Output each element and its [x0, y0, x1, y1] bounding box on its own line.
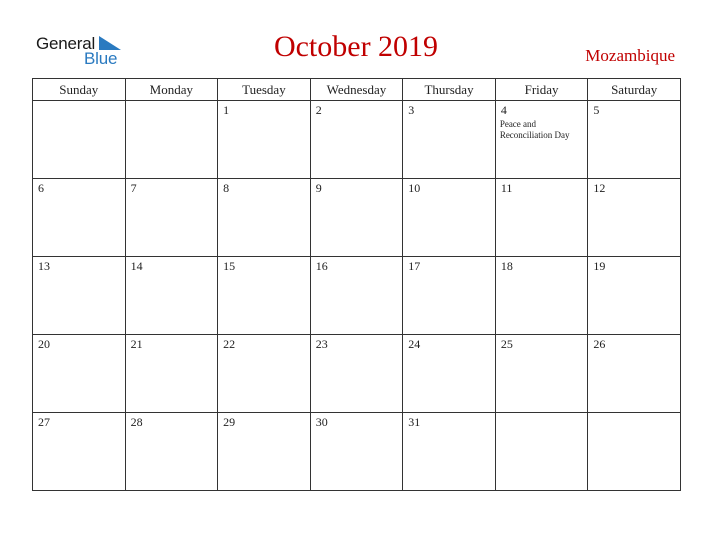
day-number: 6: [38, 181, 44, 195]
day-cell: [125, 101, 218, 179]
day-number: 24: [408, 337, 421, 351]
day-cell: [33, 101, 126, 179]
day-number: 22: [223, 337, 236, 351]
day-cell: [125, 335, 218, 413]
week-row: [33, 335, 681, 413]
day-number: 28: [130, 415, 143, 429]
day-cell: [33, 257, 126, 335]
day-cell: [33, 179, 126, 257]
day-cell: [403, 413, 496, 491]
weekday-tuesday: Tuesday: [218, 79, 311, 101]
holiday-label: Peace and Reconciliation Day: [499, 119, 570, 140]
day-number: 27: [38, 415, 50, 429]
day-number: 14: [130, 259, 143, 273]
day-number: 10: [408, 181, 421, 195]
day-cell: [310, 335, 403, 413]
day-cell: [588, 179, 681, 257]
day-number: 29: [223, 415, 236, 429]
day-cell: [218, 101, 311, 179]
day-cell: [125, 413, 218, 491]
day-number: 16: [315, 259, 328, 273]
day-number: 9: [315, 181, 322, 195]
day-cell: [588, 257, 681, 335]
day-number: 13: [38, 259, 50, 273]
day-number: 12: [593, 181, 606, 195]
weekday-thursday: Thursday: [403, 79, 496, 101]
day-number: 7: [130, 181, 137, 195]
week-row: [33, 179, 681, 257]
day-cell: [33, 413, 126, 491]
country-name: Mozambique: [585, 46, 675, 65]
day-number: 21: [130, 337, 143, 351]
day-number: 4: [500, 103, 507, 117]
weekday-sunday: Sunday: [33, 79, 126, 101]
weekday-wednesday: Wednesday: [310, 79, 403, 101]
day-number: 20: [38, 337, 50, 351]
day-cell: [218, 413, 311, 491]
day-cell: [588, 335, 681, 413]
day-number: [588, 413, 680, 415]
day-cell: [495, 335, 588, 413]
day-cell: [310, 413, 403, 491]
logo-text-general: General: [36, 34, 96, 53]
day-number: 23: [315, 337, 328, 351]
logo-text-blue: Blue: [84, 49, 118, 68]
day-number: 19: [593, 259, 606, 273]
weekday-friday: Friday: [495, 79, 588, 101]
day-cell: [588, 413, 681, 491]
day-cell: [310, 257, 403, 335]
day-number: 18: [500, 259, 513, 273]
day-number: 11: [500, 181, 513, 195]
day-cell: [218, 335, 311, 413]
day-cell: [125, 179, 218, 257]
day-number: [33, 101, 125, 103]
day-cell: [495, 101, 588, 179]
weekday-saturday: Saturday: [588, 79, 681, 101]
day-number: 17: [408, 259, 421, 273]
day-number: 25: [500, 337, 513, 351]
week-row: [33, 101, 681, 179]
day-number: 1: [223, 103, 230, 117]
day-cell: [495, 257, 588, 335]
day-number: [496, 413, 588, 415]
day-cell: [495, 413, 588, 491]
day-cell: [33, 335, 126, 413]
day-cell: [403, 101, 496, 179]
day-number: 8: [223, 181, 230, 195]
day-cell: [218, 179, 311, 257]
day-cell: [403, 257, 496, 335]
weekday-monday: Monday: [125, 79, 218, 101]
day-cell: [310, 101, 403, 179]
day-cell: [218, 257, 311, 335]
day-cell: [588, 101, 681, 179]
day-cell: [403, 335, 496, 413]
calendar-grid: [32, 78, 681, 491]
day-cell: [495, 179, 588, 257]
week-row: [33, 257, 681, 335]
day-number: [126, 101, 218, 103]
day-number: 31: [408, 415, 421, 429]
calendar-title: October 2019: [273, 30, 439, 63]
day-number: 3: [408, 103, 415, 117]
day-cell: [403, 179, 496, 257]
day-number: 15: [223, 259, 236, 273]
day-number: 5: [593, 103, 600, 117]
day-number: 26: [593, 337, 606, 351]
day-number: 30: [315, 415, 328, 429]
week-row: [33, 413, 681, 491]
weekday-header-row: [33, 79, 681, 101]
day-cell: [310, 179, 403, 257]
day-number: 2: [315, 103, 322, 117]
day-cell: [125, 257, 218, 335]
